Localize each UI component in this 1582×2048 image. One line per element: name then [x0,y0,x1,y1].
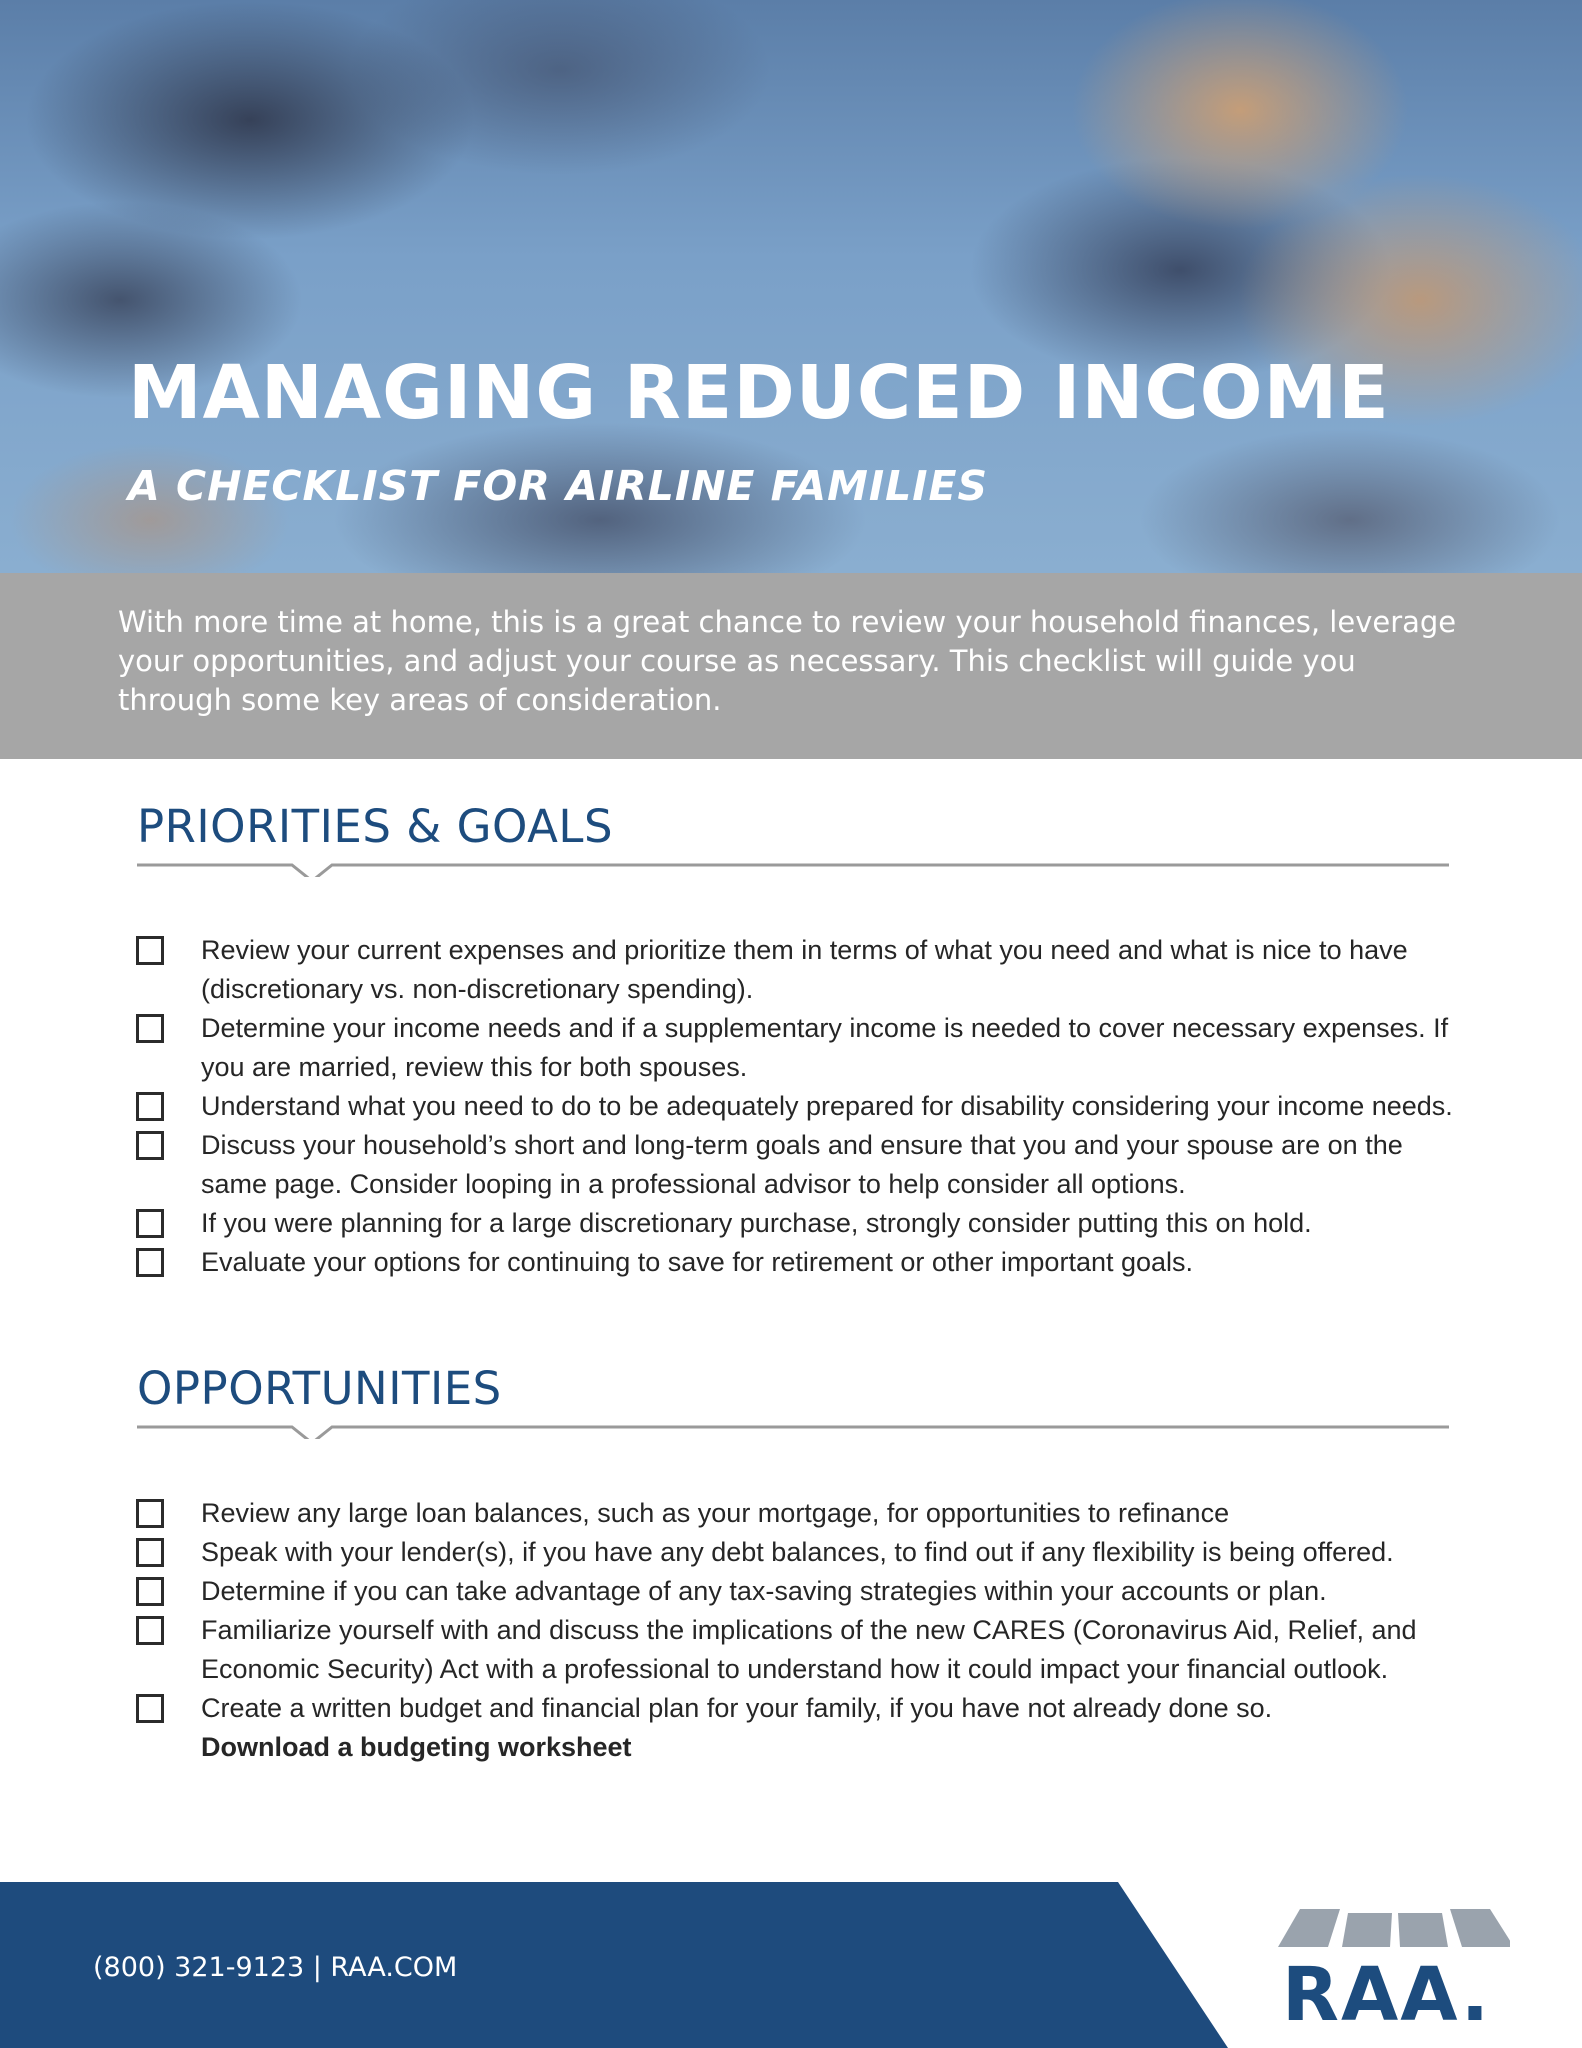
checkbox[interactable] [136,1616,164,1645]
intro-text: With more time at home, this is a great chance to review your household finances, leverage your opportunities, and adjust your course as necessary. This checklist will guide you through some key areas of consideration. [118,605,1457,717]
checklist-item-text: Determine your income needs and if a supplementary income is needed to cover necessary expenses. If you are married, review this for both spouses. [201,1013,1449,1082]
checklist-priorities [0,931,1582,1282]
checklist-item [0,1204,1582,1243]
checklist-item [0,1087,1582,1126]
checklist-item-text: Speak with your lender(s), if you have any debt balances, to find out if any flexibility is being offered. [201,1537,1394,1567]
checklist-item-text: Understand what you need to do to be adequately prepared for disability considering your income needs. [201,1091,1453,1121]
checklist-opportunities [0,1494,1582,1767]
hero-banner [0,0,1582,573]
checkbox[interactable] [136,1538,164,1567]
checklist-item [0,1494,1582,1533]
checklist-item [0,1533,1582,1572]
checklist-item-text: Create a written budget and financial plan for your family, if you have not already done so. [201,1693,1273,1723]
checkbox[interactable] [136,1248,164,1277]
download-budget-worksheet-link[interactable]: Download a budgeting worksheet [201,1732,632,1762]
checkbox[interactable] [136,1014,164,1043]
footer [0,1882,1582,2048]
section-heading-priorities: PRIORITIES & GOALS [137,800,614,853]
checkbox[interactable] [136,1209,164,1238]
checklist-item [0,1689,1582,1767]
checkbox[interactable] [136,1499,164,1528]
checklist-item [0,1009,1582,1087]
checklist-item [0,1611,1582,1689]
checkbox[interactable] [136,1694,164,1723]
raa-logo [1270,1907,1510,2037]
page-subtitle: A CHECKLIST FOR AIRLINE FAMILIES [128,462,989,510]
checkbox[interactable] [136,1092,164,1121]
logo-text: RAA. [1282,1952,1492,2038]
footer-contact: (800) 321-9123 | RAA.COM [93,1952,458,1983]
checklist-item-text: If you were planning for a large discretionary purchase, strongly consider putting this on hold. [201,1208,1312,1238]
checklist-item [0,1572,1582,1611]
checklist-item [0,1243,1582,1282]
section-divider [137,855,1449,877]
intro-band [0,573,1582,759]
checklist-item-text: Familiarize yourself with and discuss the implications of the new CARES (Coronavirus Aid, Relief, and Economic Security) Act with a professional to understand how it could impact your financial outlook. [201,1615,1417,1684]
checklist-item-text: Evaluate your options for continuing to save for retirement or other important goals. [201,1247,1194,1277]
section-divider [137,1417,1449,1439]
checklist-item [0,1126,1582,1204]
section-heading-opportunities: OPPORTUNITIES [137,1362,502,1415]
page-title: MANAGING REDUCED INCOME [128,350,1390,436]
checkbox[interactable] [136,1131,164,1160]
checklist-item-text: Review your current expenses and prioritize them in terms of what you need and what is nice to have (discretionary vs. non-discretionary spending). [201,935,1408,1004]
checkbox[interactable] [136,936,164,965]
checklist-item [0,931,1582,1009]
checklist-item-text: Review any large loan balances, such as your mortgage, for opportunities to refinance [201,1498,1230,1528]
checklist-item-text: Determine if you can take advantage of any tax-saving strategies within your accounts or plan. [201,1576,1327,1606]
checklist-item-text: Discuss your household’s short and long-term goals and ensure that you and your spouse are on the same page. Consider looping in a professional advisor to help consider all options. [201,1130,1403,1199]
checkbox[interactable] [136,1577,164,1606]
